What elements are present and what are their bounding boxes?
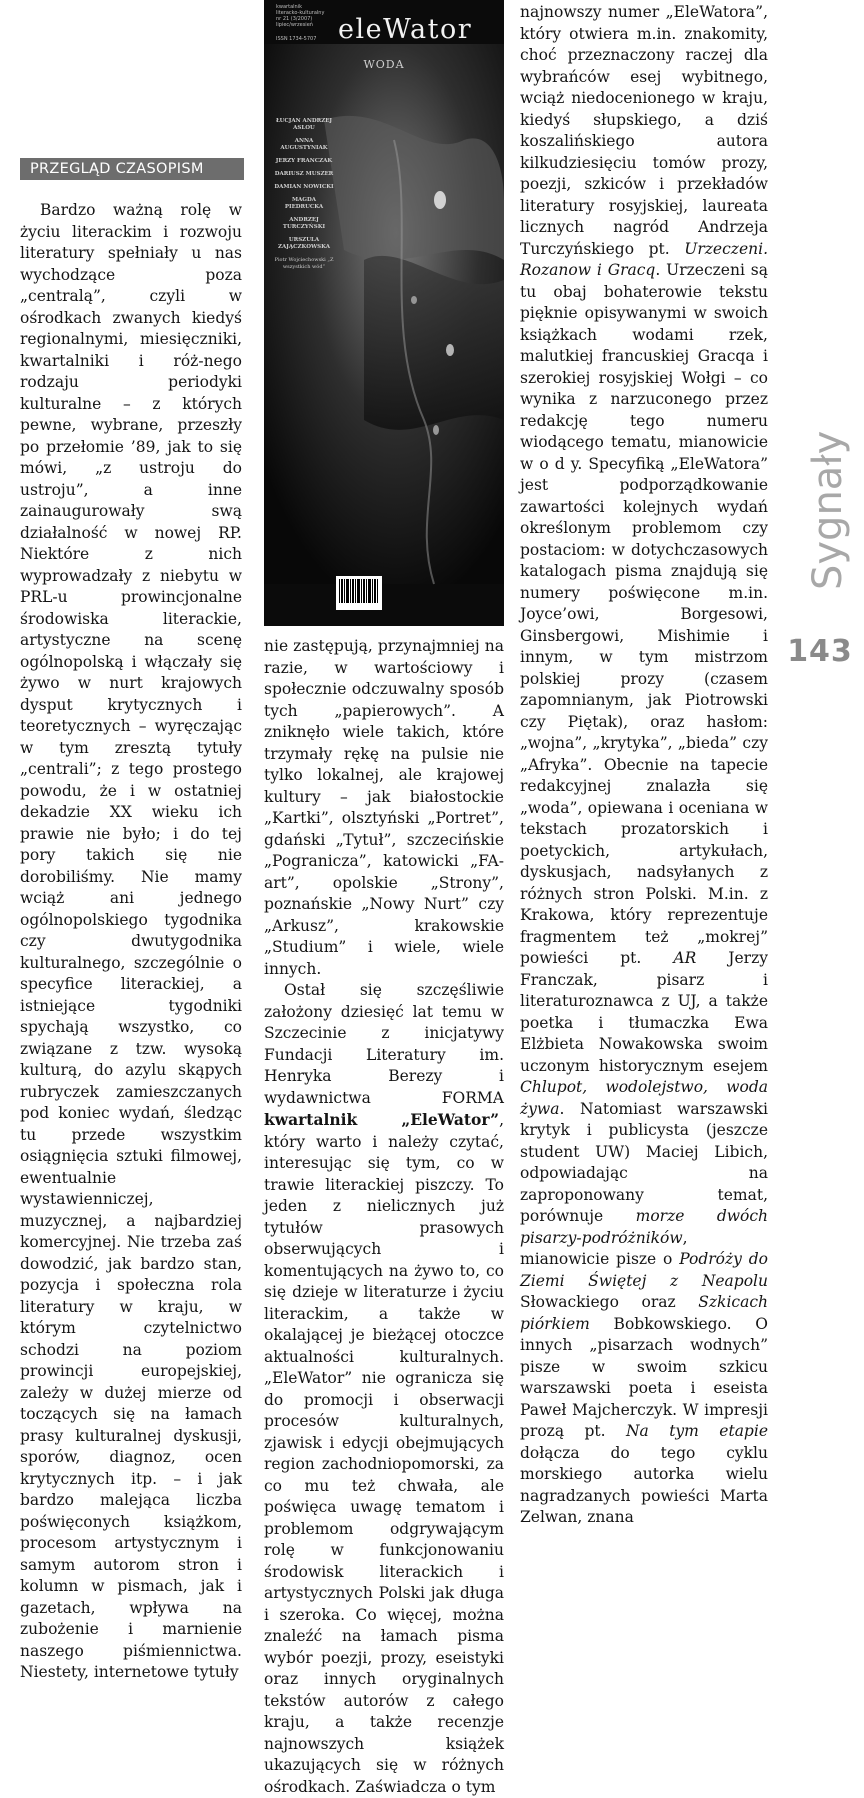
sidebar-section-label — [783, 260, 861, 620]
page-number: 143 — [787, 634, 853, 669]
magazine-cover-image — [264, 0, 504, 626]
article-paragraph: Ostał się szczęśliwie założony dziesięć lat temu w Szczecinie z inicjatywy Fundacji Literatury im. Henryka Berezy i wydawnictwa FORMA kwartalnik „EleWator”, który warto i należy czytać, interesując się tym, co w trawie literackiej piszczy. To jeden z nielicznych już tytułów prasowych obserwujących i komentujących na żywo to, co się dzieje w literaturze i życiu literackim, a także w okalającej je bieżącej otoczce aktualności kulturalnych. „EleWator” nie ogranicza się do promocji i obserwacji procesów kulturalnych, zjawisk i edycji obejmujących region zachodniopomorski, za co mu też chwała, ale poświęca uwagę tematom i problemom odgrywającym rolę w funkcjonowaniu środowisk literackich i artystycznych Polski jak długa i szeroka. Co więcej, można znaleźć na łamach pisma wybór poezji, prozy, eseistyki oraz innych oryginalnych tekstów autorów z całego kraju, a także recenzje najnowszych książek ukazujących się w różnych ośrodkach. Zaświadcza o tym — [264, 981, 504, 1796]
magazine-title-bold: kwartalnik „EleWator” — [264, 1110, 500, 1129]
article-column-1 — [20, 170, 242, 1684]
cover-masthead-small: kwartalnik literacko-kulturalny nr 21 (3/2007) lipiec/wrzesień ISSN 1734-5707 — [276, 4, 325, 42]
cover-theme: WODA — [363, 58, 405, 71]
article-paragraph: nie zastępują, przynajmniej na razie, w wartościowy i społecznie odczuwalny sposób tych „papierowych”. A zniknęło wiele takich, które trzymały rękę na pulsie nie tylko lokalnej, ale krajowej kultury – jak białostockie „Kartki”, olsztyński „Portret”, gdański „Tytuł”, szczecińskie „Pogranicza”, katowicki „FA-art”, opolskie „Strony”, poznańskie „Nowy Nurt” czy „Arkusz”, krakowskie „Studium” i wiele, wiele innych. — [264, 637, 504, 978]
cover-author-list: ŁUCJAN ANDRZEJ ASLOU ANNA AUGUSTYNIAK JERZY FRANCZAK DARIUSZ MUSZER DAMIAN NOWICKI MAGDA PIEDRUCKA ANDRZEJ TURCZYŃSKI URSZULA ZAJĄCZKOWSKA Piotr Wojciechowski „Z wszystkich wód” — [274, 118, 334, 270]
article-column-3 — [520, 2, 768, 1529]
cover-photo — [264, 0, 504, 626]
section-heading: PRZEGLĄD CZASOPISM — [20, 158, 244, 180]
article-paragraph: najnowszy numer „EleWatora”, który otwiera m.in. znakomity, choć przeznaczony raczej dla wybrańców esej wybitnego, wciąż niedocenionego w kraju, kiedyś słupskiego, a dziś koszalińskiego autora kilkudziesięciu tomów prozy, poezji, szkiców i przekładów literatury rosyjskiej, laureata licznych nagród Andrzeja Turczyńskiego pt. Urzeczeni. Rozanow i Gracq. Urzeczeni są tu obaj bohaterowie tekstu pięknie opisywanymi w swoich książkach wodami rzek, malutkiej francuskiej Gracqa i szerokiej rosyjskiej Wołgi – co wynika z narzuconego przez redakcję tego numeru wiodącego tematu, mianowicie w o d y. Specyfiką „EleWatora” jest podporządkowanie zawartości kolejnych wydań określonym problemom czy postaciom: w dotychczasowych katalogach pisma znajdują się numery poświęcone m.in. Joyce’owi, Borgesowi, Ginsbergowi, Mishimie i innym, w tym mistrzom polskiej prozy (czasem zapomnianym, jak Piotrowski czy Piętak), oraz hasłom: „wojna”, „krytyka”, „bieda” czy „Afryka”. Obecnie na tapecie redakcyjnej znalazła się „woda”, opiewana i oceniana w tekstach prozatorskich i poetyckich, artykułach, dyskusjach, nadsyłanych z różnych stron Polski. M.in. z Krakowa, który reprezentuje fragmentem też „mokrej” powieści pt. AR Jerzy Franczak, pisarz i literaturoznawca z UJ, a także poetka i tłumaczka Ewa Elżbieta Nowakowska swoim uczonym historycznym esejem Chlupot, wodolejstwo, woda żywa. Natomiast warszawski krytyk i publicysta (jeszcze student UW) Maciej Libich, odpowiadając na zaproponowany temat, porównuje morze dwóch pisarzy-podróżników, mianowicie pisze o Podróży do Ziemi Świętej z Neapolu Słowackiego oraz Szkicach piórkiem Bobkowskiego. O innych „pisarzach wodnych” pisze w swoim szkicu warszawski poeta i eseista Paweł Majcherczyk. W impresji prozą pt. Na tym etapie dołącza do tego cyklu morskiego autorka wielu nagradzanych powieści Marta Zelwan, znana — [520, 3, 768, 1526]
barcode-icon — [336, 576, 382, 610]
article-paragraph: Bardzo ważną rolę w życiu literackim i rozwoju literatury spełniały u nas wychodzące poza „centralą”, czyli w ośrodkach zwanych kiedyś regionalnymi, miesięczniki, kwartalniki i róż-nego rodzaju periodyki kulturalne – z których pewne, wybrane, przeszły po przełomie ’89, jak to się mówi, „z ustroju do ustroju”, a inne zainaugurowały swą działalność w nowej RP. Niektóre z nich wyprowadzały z niebytu w PRL-u prowincjonalne środowiska literackie, artystyczne na scenę ogólnopolską i włączały się żywo w nurt krajowych dysput krytycznych i teoretycznych – wyręczając w tym zresztą tytuły „centrali”; z tego prostego powodu, że i w ostatniej dekadzie XX wieku ich prawie nie było; i do tej pory takich się nie dorobiliśmy. Nie mamy wciąż ani jednego ogólnopolskiego tygodnika czy dwutygodnika kulturalnego, szczególnie o specyfice literackiej, a istniejące tygodniki spychają wszystko, co związane z tzw. wysoką kulturą, do azylu skąpych rubryczek zamieszczanych pod koniec wydań, śledząc tu przede wszystkim osiągnięcia sztuki filmowej, ewentualnie wystawienniczej, muzycznej, a najbardziej komercyjnej. Nie trzeba zaś dowodzić, jak bardzo stan, pozycja i społeczna rola literatury w kraju, w którym czytelnictwo schodzi na poziom prowincji europejskiej, zależy w dużej mierze od toczących się na łamach prasy kulturalnej dyskusji, sporów, diagnoz, ocen krytycznych itp. – i jak bardzo malejąca liczba poświęconych książkom, procesom artystycznym i samym autorom stron i kolumn w pismach, jak i gazetach, wpływa na zubożenie i marnienie naszego piśmiennictwa. Niestety, internetowe tytuły — [20, 201, 242, 1681]
svg-text:Sygnały: Sygnały — [805, 430, 851, 590]
article-column-2 — [264, 636, 504, 1798]
cover-logo: eleWator — [338, 14, 473, 45]
